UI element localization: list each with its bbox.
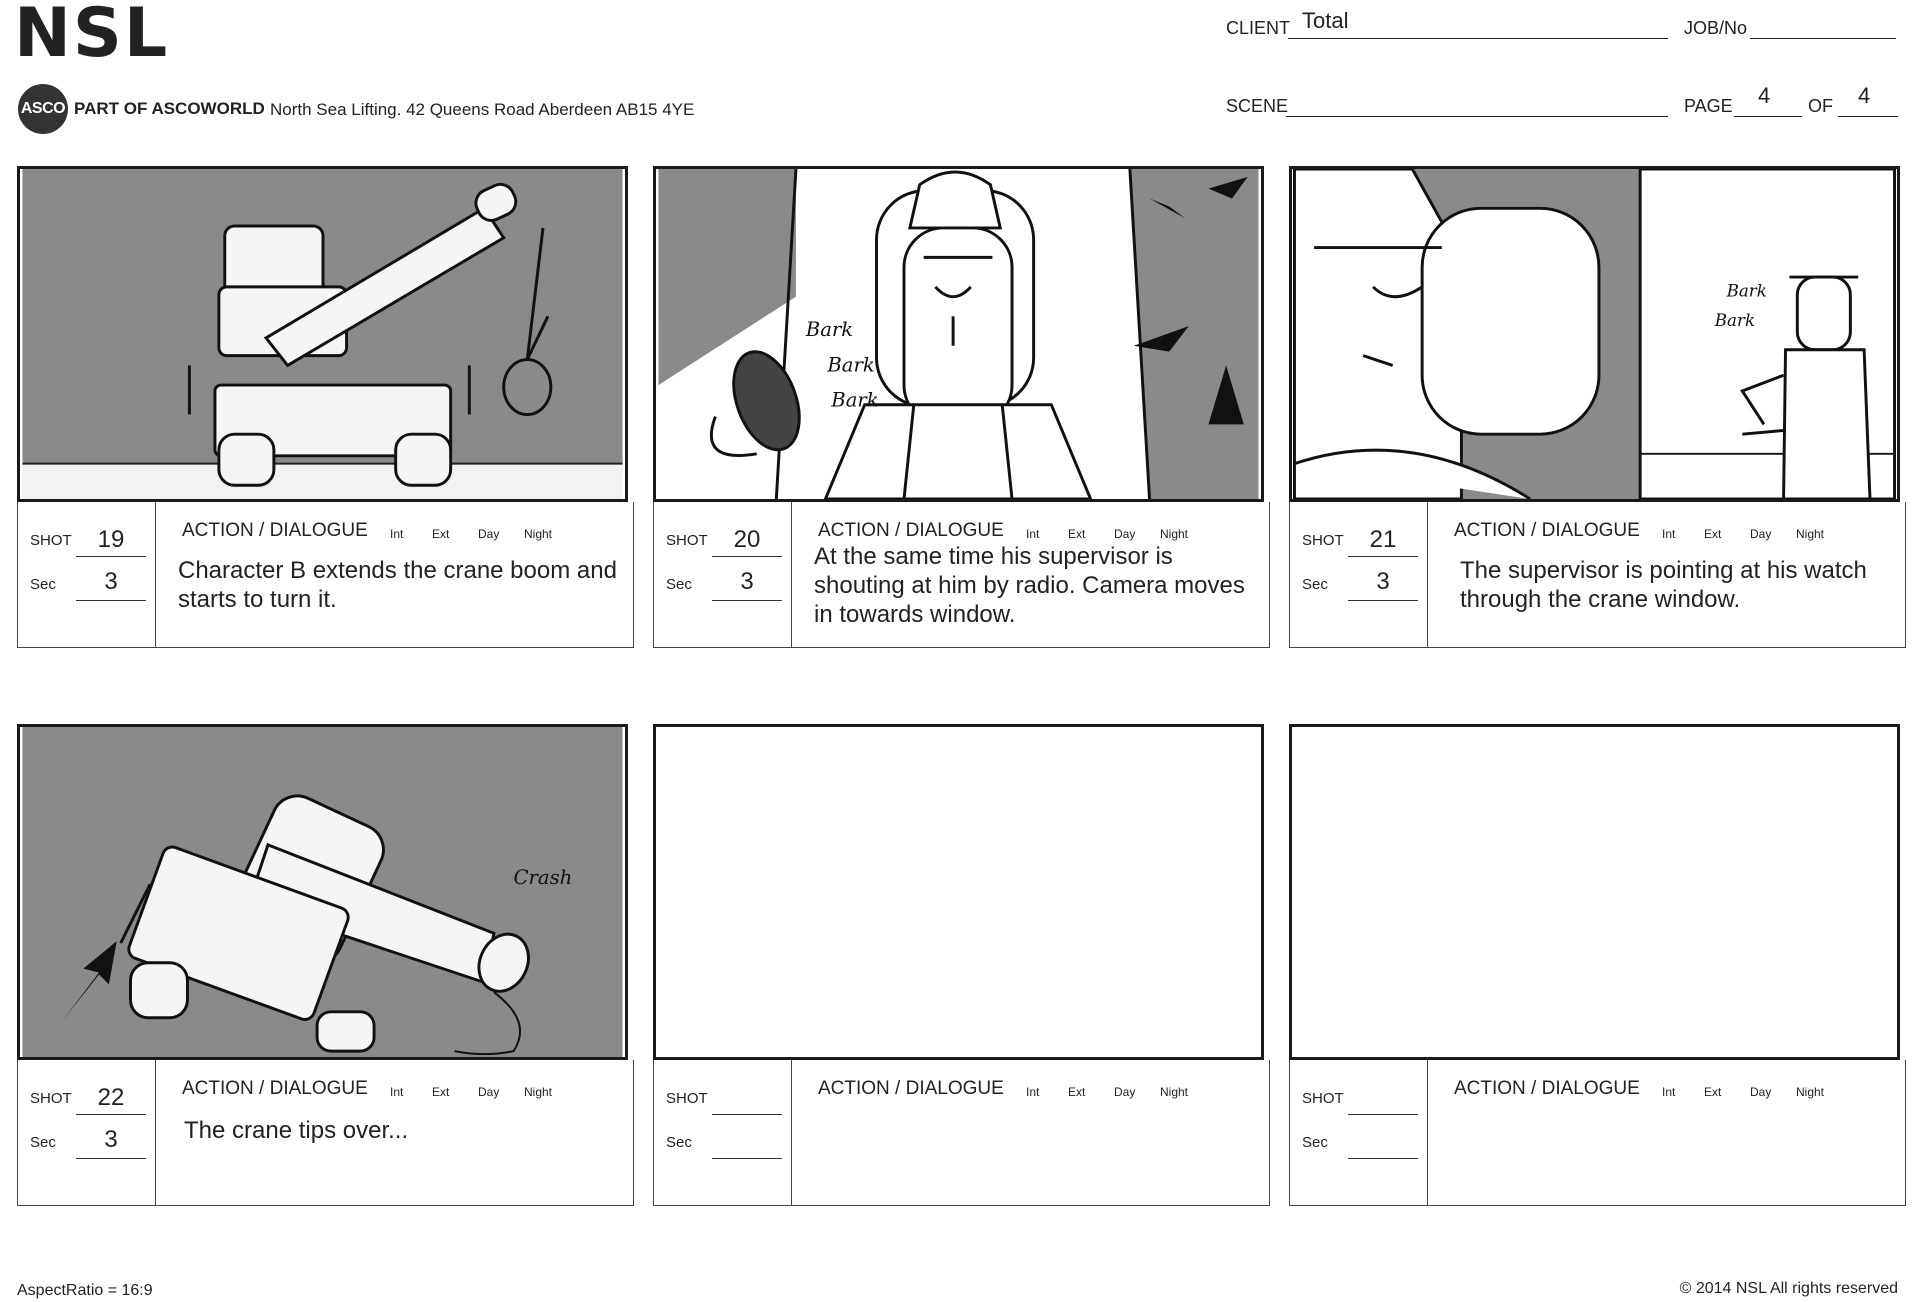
of-label: OF (1808, 96, 1833, 116)
storyboard-frame-1 (17, 166, 628, 502)
crane-extends-illustration (20, 169, 625, 499)
sfx-bark-2: Bark (1714, 311, 1756, 331)
action-dialogue-label: ACTION / DIALOGUE (818, 1078, 1004, 1099)
storyboard-frame-6[interactable] (1289, 724, 1900, 1060)
day-option[interactable]: Day (1114, 527, 1136, 541)
sec-value: 3 (740, 568, 754, 595)
ext-option[interactable]: Ext (432, 527, 450, 541)
shot-label: SHOT (666, 1090, 708, 1107)
of-value: 4 (1858, 83, 1871, 108)
sec-label: Sec (30, 576, 56, 593)
sec-field[interactable] (712, 1134, 782, 1159)
sec-label: Sec (1302, 1134, 1328, 1151)
night-option[interactable]: Night (524, 1085, 553, 1099)
storyboard-frame-5[interactable] (653, 724, 1264, 1060)
shot-label: SHOT (666, 532, 708, 549)
asco-logo-icon: ASCO (18, 84, 68, 134)
shot-number-field[interactable] (1348, 1090, 1418, 1115)
crane-tips-over-illustration (20, 727, 625, 1057)
ext-option[interactable]: Ext (1704, 1085, 1722, 1099)
sec-value: 3 (104, 568, 118, 595)
action-dialogue-label: ACTION / DIALOGUE (1454, 520, 1640, 541)
shot-number-field[interactable] (712, 1090, 782, 1115)
supervisor-watch-illustration (1292, 169, 1897, 499)
sfx-bark-1: Bark (1726, 281, 1767, 301)
action-dialogue-label: ACTION / DIALOGUE (182, 1078, 368, 1099)
sec-label: Sec (666, 1134, 692, 1151)
storyboard-frame-2 (653, 166, 1264, 502)
ext-option[interactable]: Ext (1068, 527, 1086, 541)
night-option[interactable]: Night (1160, 1085, 1189, 1099)
sec-label: Sec (30, 1134, 56, 1151)
action-description: At the same time his supervisor is shouting at him by radio. Camera moves in towards window. (814, 543, 1245, 628)
sec-label: Sec (666, 576, 692, 593)
int-option[interactable]: Int (1662, 527, 1676, 541)
asco-part-label: PART OF ASCOWORLD (74, 99, 265, 118)
shot-info-1 (17, 502, 634, 648)
int-option[interactable]: Int (1662, 1085, 1676, 1099)
action-description: Character B extends the crane boom and starts to turn it. (178, 557, 617, 613)
copyright-notice: © 2014 NSL All rights reserved (1679, 1280, 1898, 1297)
page-label: PAGE (1684, 96, 1733, 116)
page-value: 4 (1758, 83, 1771, 108)
shot-info-3 (1289, 502, 1906, 648)
aspect-ratio-label: AspectRatio = 16:9 (17, 1282, 153, 1299)
sec-value: 3 (104, 1126, 118, 1153)
ext-option[interactable]: Ext (432, 1085, 450, 1099)
night-option[interactable]: Night (524, 527, 553, 541)
int-option[interactable]: Int (390, 1085, 404, 1099)
day-option[interactable]: Day (1750, 527, 1772, 541)
shot-number: 19 (97, 526, 125, 553)
day-option[interactable]: Day (478, 1085, 500, 1099)
nsl-logo: NSL (14, 0, 170, 73)
storyboard-frame-3 (1289, 166, 1900, 502)
action-dialogue-label: ACTION / DIALOGUE (818, 520, 1004, 541)
action-dialogue-label: ACTION / DIALOGUE (182, 520, 368, 541)
sfx-bark-1: Bark (805, 317, 854, 341)
ext-option[interactable]: Ext (1704, 527, 1722, 541)
shot-label: SHOT (1302, 532, 1344, 549)
shot-number: 20 (733, 526, 761, 553)
client-label: CLIENT (1226, 18, 1291, 38)
operator-radio-illustration (656, 169, 1261, 499)
night-option[interactable]: Night (1796, 1085, 1825, 1099)
day-option[interactable]: Day (1750, 1085, 1772, 1099)
client-value: Total (1302, 8, 1349, 33)
sec-field[interactable] (1348, 1134, 1418, 1159)
action-description: The crane tips over... (184, 1117, 409, 1144)
sfx-bark-2: Bark (827, 353, 875, 377)
scene-label: SCENE (1226, 96, 1289, 116)
sec-value: 3 (1376, 568, 1390, 595)
sfx-bark-3: Bark (831, 388, 879, 412)
int-option[interactable]: Int (390, 527, 404, 541)
storyboard-frame-4 (17, 724, 628, 1060)
job-field[interactable] (1750, 14, 1896, 39)
shot-label: SHOT (30, 1090, 72, 1107)
day-option[interactable]: Day (478, 527, 500, 541)
sfx-crash: Crash (513, 866, 573, 890)
shot-info-2 (653, 502, 1270, 648)
shot-number: 22 (97, 1084, 125, 1111)
shot-info-6 (1289, 1060, 1906, 1206)
ext-option[interactable]: Ext (1068, 1085, 1086, 1099)
shot-info-4 (17, 1060, 634, 1206)
shot-label: SHOT (1302, 1090, 1344, 1107)
int-option[interactable]: Int (1026, 1085, 1040, 1099)
scene-field[interactable] (1286, 92, 1668, 117)
day-option[interactable]: Day (1114, 1085, 1136, 1099)
action-description: The supervisor is pointing at his watch through the crane window. (1460, 557, 1867, 613)
action-dialogue-label: ACTION / DIALOGUE (1454, 1078, 1640, 1099)
shot-label: SHOT (30, 532, 72, 549)
sec-label: Sec (1302, 576, 1328, 593)
night-option[interactable]: Night (1796, 527, 1825, 541)
job-label: JOB/No (1684, 18, 1748, 38)
shot-number: 21 (1369, 526, 1397, 553)
night-option[interactable]: Night (1160, 527, 1189, 541)
shot-info-5 (653, 1060, 1270, 1206)
company-address: North Sea Lifting. 42 Queens Road Aberdeen AB15 4YE (270, 100, 695, 119)
int-option[interactable]: Int (1026, 527, 1040, 541)
